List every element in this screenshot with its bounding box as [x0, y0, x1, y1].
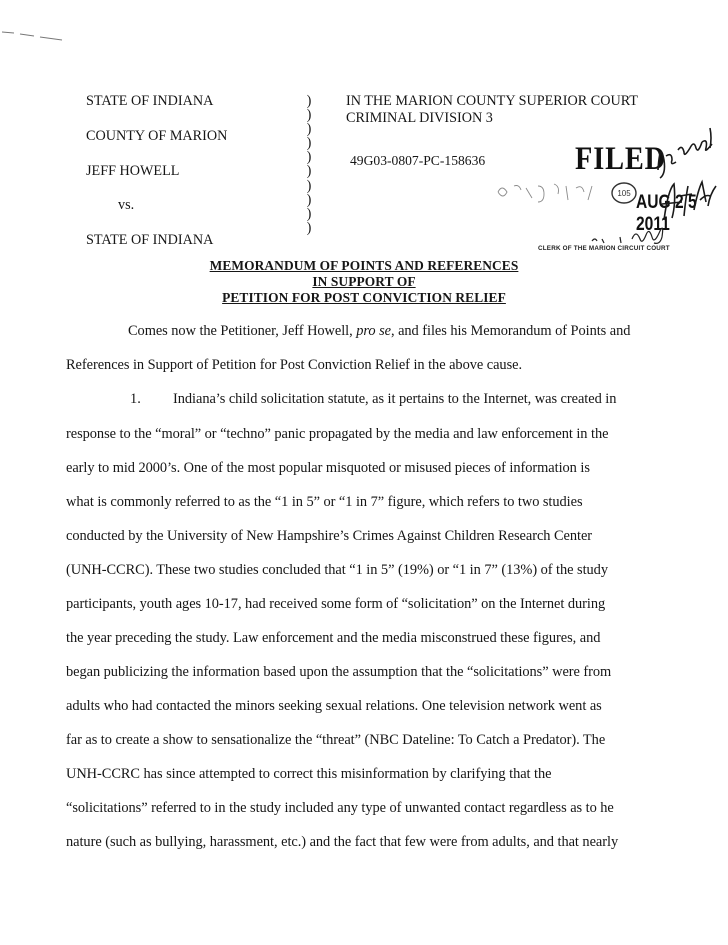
body-line: nature (such as bullying, harassment, etc.) and the fact that few were from adults, and that nearly	[66, 834, 619, 850]
caption-paren: )	[306, 177, 312, 194]
caption-paren: )	[306, 163, 312, 180]
caption-paren: )	[306, 205, 312, 222]
caption-left	[86, 93, 227, 250]
caption-court: IN THE MARION COUNTY SUPERIOR COURT	[346, 93, 638, 109]
body-line: Indiana’s child solicitation statute, as it pertains to the Internet, was created in	[173, 391, 617, 407]
memorandum-title-line-1: MEMORANDUM OF POINTS AND REFERENCES	[209, 258, 519, 273]
body-line: adults who had contacted the minors seeking sexual relations. One television network went as	[66, 698, 602, 714]
caption-paren: )	[306, 219, 312, 236]
body-line: began publicizing the information based upon the assumption that the “solicitations” were from	[66, 664, 612, 680]
caption-respondent: STATE OF INDIANA	[86, 232, 214, 249]
body-line: conducted by the University of New Hampshire’s Crimes Against Children Research Center	[66, 528, 593, 544]
caption-paren: )	[306, 93, 312, 109]
caption-paren: )	[306, 149, 312, 166]
clerk-seal-icon	[609, 181, 639, 205]
caption-division: CRIMINAL DIVISION 3	[346, 110, 493, 127]
filed-date: AUG 2 5 2011	[636, 192, 697, 235]
svg-text:105: 105	[617, 189, 631, 198]
caption-paren: )	[306, 135, 312, 152]
intro-text: Comes now the Petitioner, Jeff Howell,	[128, 323, 357, 339]
caption-versus: vs.	[118, 197, 135, 214]
body-line: response to the “moral” or “techno” panic propagated by the media and law enforcement in the	[66, 426, 609, 442]
caption-state: STATE OF INDIANA	[86, 93, 214, 109]
body-line: (UNH-CCRC). These two studies concluded that “1 in 5” (19%) or “1 in 7” (13%) of the study	[66, 562, 608, 578]
body-line: UNH-CCRC has since attempted to correct this misinformation by clarifying that the	[66, 766, 552, 782]
intro-text: , and files his Memorandum of Points and	[390, 323, 631, 339]
caption-paren: )	[306, 191, 312, 208]
caption-county: COUNTY OF MARION	[86, 127, 228, 144]
body-line: participants, youth ages 10-17, had received some form of “solicitation” on the Internet during	[66, 596, 606, 612]
intro-line-1	[128, 323, 630, 340]
clerk-label: CLERK OF THE MARION CIRCUIT COURT	[538, 245, 670, 252]
body-line: early to mid 2000’s. One of the most popular misquoted or misused pieces of information is	[66, 460, 590, 476]
intro-pro-se: pro se	[356, 323, 391, 339]
caption-parentheses	[303, 93, 315, 234]
body-line: the year preceding the study. Law enforcement and the media misconstrued these figures, and	[66, 630, 601, 646]
handwritten-notation	[650, 120, 720, 240]
body-line: far as to create a show to sensationalize the “threat” (NBC Dateline: To Catch a Predator). The	[66, 732, 606, 748]
paragraph-number: 1.	[130, 391, 141, 407]
intro-line-2: References in Support of Petition for Post Conviction Relief in the above cause.	[66, 357, 523, 373]
filed-stamp: FILED	[575, 141, 667, 177]
body-line: what is commonly referred to as the “1 in 5” or “1 in 7” figure, which refers to two studies	[66, 494, 583, 510]
caption-petitioner: JEFF HOWELL	[86, 162, 180, 179]
scan-artifact-mark	[0, 28, 64, 42]
caption-paren: )	[306, 107, 312, 124]
memorandum-title-line-3: PETITION FOR POST CONVICTION RELIEF	[222, 290, 506, 305]
body-line: “solicitations” referred to in the study included any type of unwanted contact regardless as to he	[66, 800, 614, 816]
faint-stamp-marks	[496, 180, 626, 206]
caption-case-number: 49G03-0807-PC-158636	[350, 152, 486, 168]
memorandum-title-line-2: IN SUPPORT OF	[312, 274, 416, 289]
caption-paren: )	[306, 121, 312, 138]
